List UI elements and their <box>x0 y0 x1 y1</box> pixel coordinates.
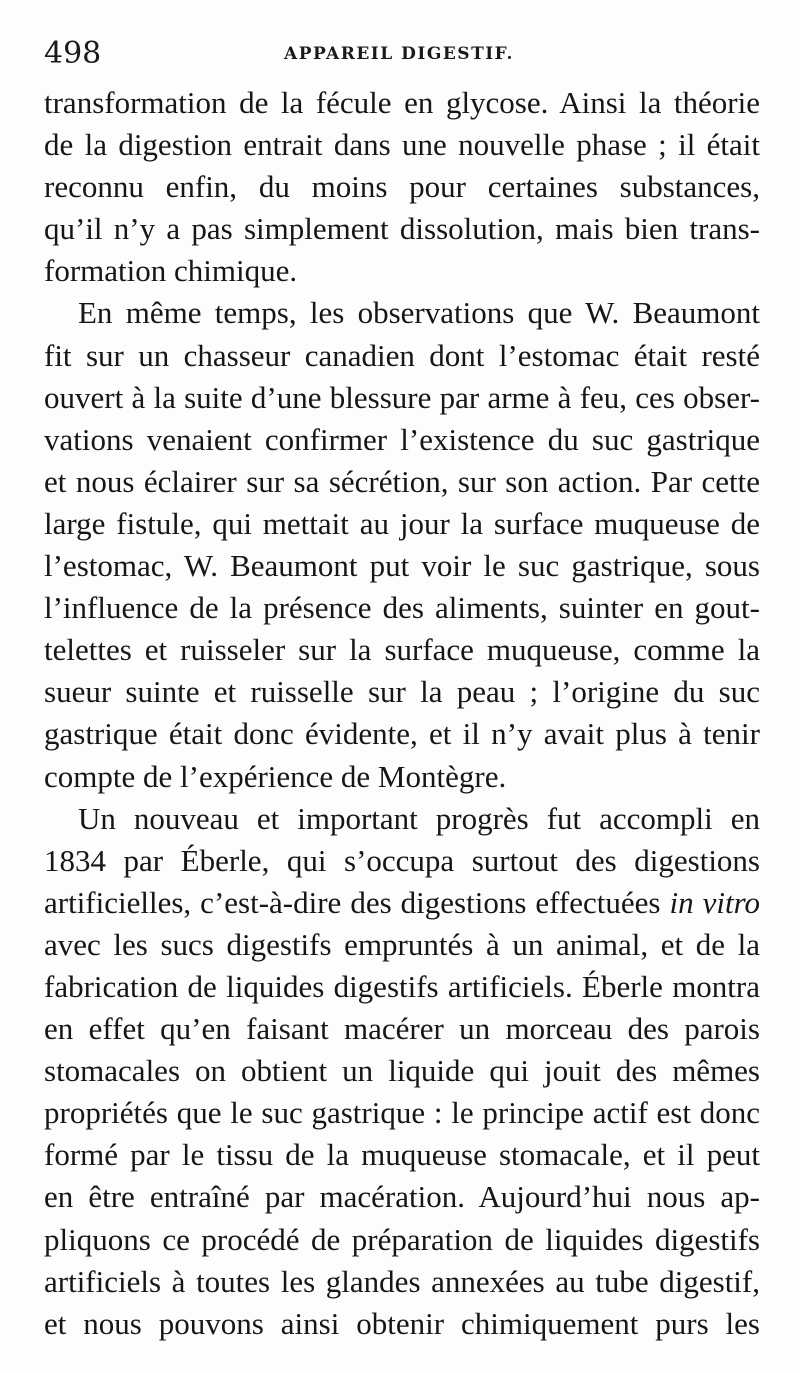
text-line: qu’il n’y a pas simplement dissolution, mais bien trans- <box>44 211 760 247</box>
text-line: sueur suinte et ruisselle sur la peau ; l’origine du suc <box>44 674 760 710</box>
running-title: APPAREIL DIGESTIF. <box>284 44 514 64</box>
text-line: compte de l’expérience de Montègre. <box>44 758 507 794</box>
text-line: vations venaient confirmer l’existence du suc gastrique <box>44 421 760 457</box>
text-line: telettes et ruisseler sur la surface muqueuse, comme la <box>44 632 760 668</box>
page-header <box>44 34 764 74</box>
text-line: fit sur un chasseur canadien dont l’estomac était resté <box>44 337 760 373</box>
text-line: fabrication de liquides digestifs artificiels. Éberle montra <box>44 968 760 1004</box>
text-line: Un nouveau et important progrès fut accompli en <box>78 800 760 836</box>
paragraph <box>44 798 760 1345</box>
text-line: reconnu enfin, du moins pour certaines substances, <box>44 169 760 205</box>
text-line: avec les sucs digestifs empruntés à un animal, et de la <box>44 926 760 962</box>
text-line: En même temps, les observations que W. Beaumont <box>78 295 760 331</box>
text-line: gastrique était donc évidente, et il n’y avait plus à tenir <box>44 716 760 752</box>
text-line: l’estomac, W. Beaumont put voir le suc gastrique, sous <box>44 548 760 584</box>
text-line: pliquons ce procédé de préparation de liquides digestifs <box>44 1221 760 1257</box>
text-line: et nous pouvons ainsi obtenir chimiquement purs les <box>44 1305 760 1341</box>
text-line: de la digestion entrait dans une nouvelle phase ; il était <box>44 127 760 163</box>
text-line: en effet qu’en faisant macérer un morceau des parois <box>44 1011 760 1047</box>
text-line: transformation de la fécule en glycose. Ainsi la théorie <box>44 85 760 120</box>
text-line: large fistule, qui mettait au jour la surface muqueuse de <box>44 505 760 541</box>
text-line: stomacales on obtient un liquide qui jouit des mêmes <box>44 1053 760 1089</box>
text-line: artificielles, c’est-à-dire des digestions effectuées in vitro <box>44 884 760 920</box>
text-line: formé par le tissu de la muqueuse stomacale, et il peut <box>44 1137 760 1173</box>
page-number: 498 <box>44 36 102 71</box>
text-line: et nous éclairer sur sa sécrétion, sur son action. Par cette <box>44 463 760 499</box>
text-line: en être entraîné par macération. Aujourd’hui nous ap- <box>44 1179 760 1215</box>
text-line: propriétés que le suc gastrique : le principe actif est donc <box>44 1095 760 1131</box>
text-line: artificiels à toutes les glandes annexées au tube digestif, <box>44 1263 760 1299</box>
text-line: ouvert à la suite d’une blessure par arme à feu, ces obser- <box>44 379 760 415</box>
text-line: 1834 par Éberle, qui s’occupa surtout des digestions <box>44 842 760 878</box>
paragraph <box>44 82 760 292</box>
text-line: l’influence de la présence des aliments, suinter en gout- <box>44 590 760 626</box>
paragraph <box>44 292 760 797</box>
body-text <box>44 82 760 1345</box>
text-line: formation chimique. <box>44 253 298 289</box>
